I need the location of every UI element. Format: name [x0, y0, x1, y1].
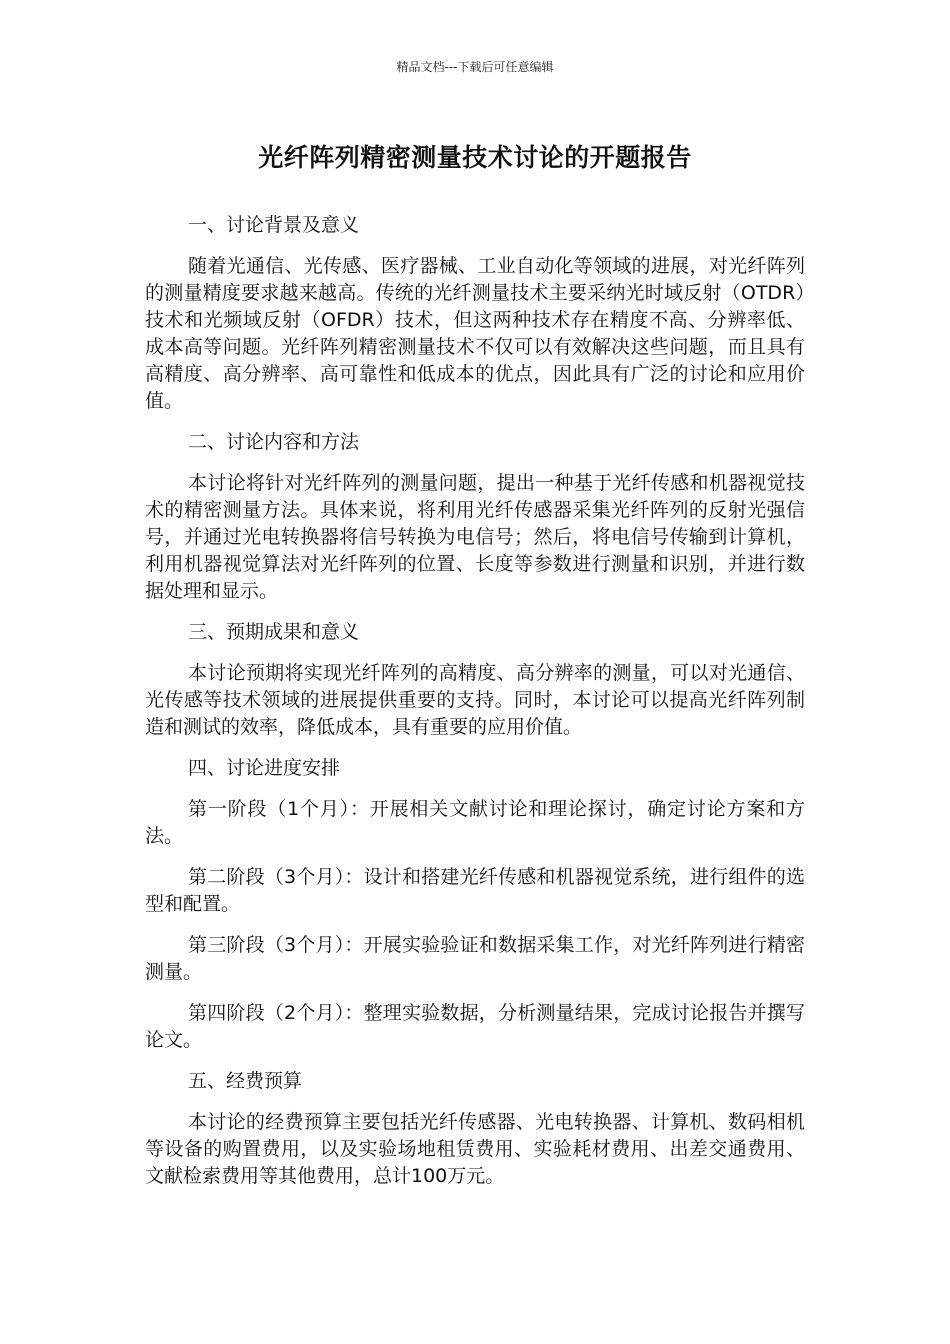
section-paragraph: 随着光通信、光传感、医疗器械、工业自动化等领域的进展，对光纤阵列的测量精度要求越来越高。传统的光纤测量技术主要采纳光时域反射（OTDR）技术和光频域反射（OFDR）技术，但这两种技术存在精度不高、分辨率低、成本高等问题。光纤阵列精密测量技术不仅可以有效解决这些问题，而且具有高精度、高分辨率、高可靠性和低成本的优点，因此具有广泛的讨论和应用价值。: [145, 255, 805, 412]
section-content-methods: [145, 429, 805, 605]
section-background: [145, 212, 805, 415]
section-budget: [145, 1068, 805, 1190]
section-heading: 三、预期成果和意义: [188, 621, 360, 643]
schedule-phase-2: 第二阶段（3个月）：设计和搭建光纤传感和机器视觉系统，进行组件的选型和配置。: [145, 866, 805, 915]
section-heading: 五、经费预算: [188, 1070, 303, 1092]
section-paragraph: 本讨论将针对光纤阵列的测量问题，提出一种基于光纤传感和机器视觉技术的精密测量方法。具体来说，将利用光纤传感器采集光纤阵列的反射光强信号，并通过光电转换器将信号转换为电信号；然后，将电信号传输到计算机，利用机器视觉算法对光纤阵列的位置、长度等参数进行测量和识别，并进行数据处理和显示。: [145, 472, 805, 602]
section-paragraph: 本讨论的经费预算主要包括光纤传感器、光电转换器、计算机、数码相机等设备的购置费用，以及实验场地租赁费用、实验耗材费用、出差交通费用、文献检索费用等其他费用，总计100万元。: [145, 1111, 805, 1187]
section-paragraph: 本讨论预期将实现光纤阵列的高精度、高分辨率的测量，可以对光通信、光传感等技术领域的进展提供重要的支持。同时，本讨论可以提高光纤阵列制造和测试的效率，降低成本，具有重要的应用价值。: [145, 662, 805, 738]
schedule-phase-1: 第一阶段（1个月）：开展相关文献讨论和理论探讨，确定讨论方案和方法。: [145, 798, 805, 847]
section-heading: 二、讨论内容和方法: [188, 431, 360, 453]
section-heading: 一、讨论背景及意义: [188, 214, 360, 236]
document-body: [145, 212, 805, 1204]
page-title: 光纤阵列精密测量技术讨论的开题报告: [258, 143, 692, 172]
section-heading: 四、讨论进度安排: [188, 757, 341, 779]
section-schedule: [145, 755, 805, 1054]
section-expected-results: [145, 619, 805, 741]
schedule-phase-3: 第三阶段（3个月）：开展实验验证和数据采集工作，对光纤阵列进行精密测量。: [145, 934, 805, 983]
schedule-phase-4: 第四阶段（2个月）：整理实验数据，分析测量结果，完成讨论报告并撰写论文。: [145, 1002, 805, 1051]
header-note: 精品文档---下载后可任意编辑: [396, 60, 554, 74]
